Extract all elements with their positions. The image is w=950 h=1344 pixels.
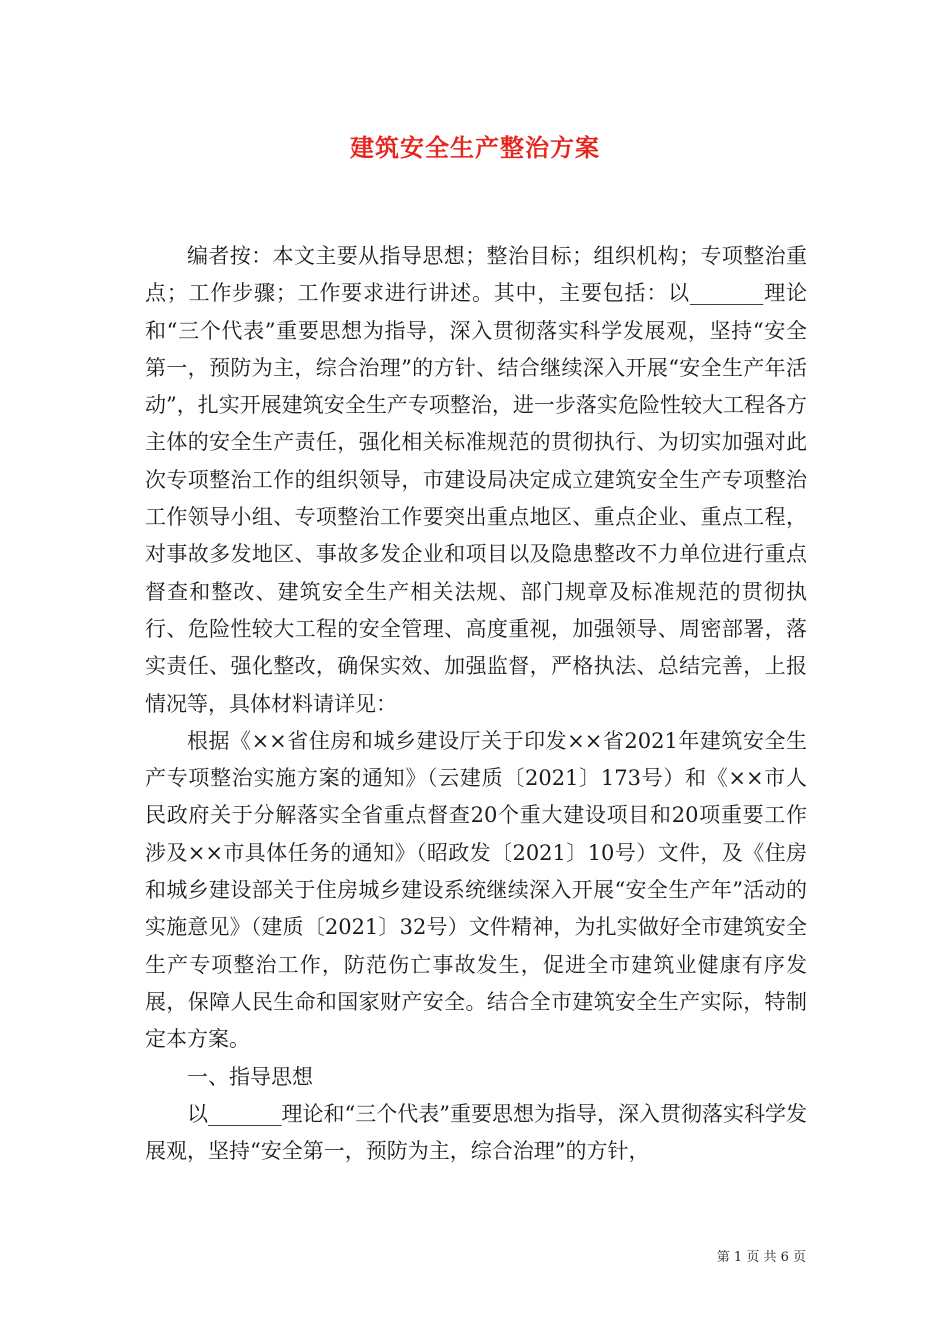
basis-paragraph: 根据《××省住房和城乡建设厅关于印发××省2021年建筑安全生产专项整治实施方案的通知》（云建质〔2021〕173号）和《××市人民政府关于分解落实全省重点督查20个重大建设项目和20项重要工作涉及××市具体任务的通知》（昭政发〔2021〕10号）文件，及《住房和城乡建设部关于住房城乡建设系统继续深入开展“安全生产年”活动的实施意见》（建质〔2021〕32号）文件精神，为扎实做好全市建筑安全生产专项整治工作，防范伤亡事故发生，促进全市建筑业健康有序发展，保障人民生命和国家财产安全。结合全市建筑安全生产实际，特制定本方案。 <box>145 728 807 1052</box>
guiding-ideology-paragraph: 以_______理论和“三个代表”重要思想为指导，深入贯彻落实科学发展观，坚持“安全第一，预防为主，综合治理”的方针， <box>145 1101 807 1164</box>
document-body <box>145 238 807 1170</box>
page-footer: 第 1 页 共 6 页 <box>716 1250 806 1265</box>
section-heading-guiding-ideology: 一、指导思想 <box>187 1064 313 1089</box>
editor-note-paragraph: 编者按：本文主要从指导思想；整治目标；组织机构；专项整治重点；工作步骤；工作要求进行讲述。其中，主要包括：以_______理论和“三个代表”重要思想为指导，深入贯彻落实科学发展观，坚持“安全第一，预防为主，综合治理”的方针、结合继续深入开展“安全生产年活动”，扎实开展建筑安全生产专项整治，进一步落实危险性较大工程各方主体的安全生产责任，强化相关标准规范的贯彻执行、为切实加强对此次专项整治工作的组织领导，市建设局决定成立建筑安全生产专项整治工作领导小组、专项整治工作要突出重点地区、重点企业、重点工程，对事故多发地区、事故多发企业和项目以及隐患整改不力单位进行重点督查和整改、建筑安全生产相关法规、部门规章及标准规范的贯彻执行、危险性较大工程的安全管理、高度重视，加强领导、周密部署，落实责任、强化整改，确保实效、加强监督，严格执法、总结完善，上报情况等，具体材料请详见： <box>145 244 807 716</box>
document-title: 建筑安全生产整治方案 <box>350 133 600 162</box>
